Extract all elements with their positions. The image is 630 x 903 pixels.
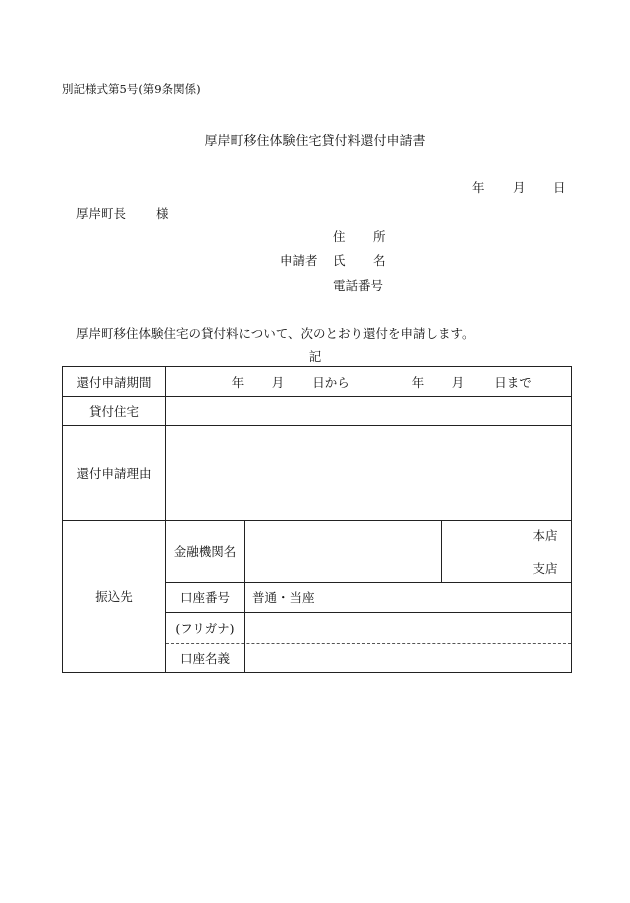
date-day-label: 日 (553, 180, 566, 195)
account-type-text: 普通・当座 (252, 590, 315, 605)
branch-main-label: 本店 (532, 528, 558, 543)
branch-sub-label: 支店 (532, 561, 558, 576)
house-label: 貸付住宅 (88, 403, 139, 419)
date-year-label: 年 (472, 180, 485, 195)
period-to-month: 月 (451, 374, 465, 390)
bank-name-label: 金融機関名 (173, 544, 237, 559)
period-to-year: 年 (411, 374, 425, 390)
name-label-char-1: 氏 (333, 253, 346, 268)
applicant-label: 申請者 (280, 253, 318, 268)
addressee-suffix: 様 (156, 206, 169, 221)
period-to-day: 日まで (494, 374, 532, 390)
phone-label: 電話番号 (333, 278, 384, 293)
furigana-label: (フリガナ) (175, 620, 235, 636)
ki-marker: 記 (308, 349, 322, 364)
transfer-label: 振込先 (95, 589, 133, 604)
column-divider-branch (441, 520, 442, 582)
period-from-month: 月 (271, 374, 285, 390)
account-number-label: 口座番号 (179, 590, 230, 605)
form-code: 別記様式第5号(第9条関係) (62, 82, 201, 96)
date-month-label: 月 (513, 180, 526, 195)
name-label-char-2: 名 (373, 253, 386, 268)
address-label-char-1: 住 (333, 229, 346, 244)
address-label-char-2: 所 (373, 229, 386, 244)
document-title: 厚岸町移住体験住宅貸付料還付申請書 (204, 134, 426, 149)
period-from-year: 年 (231, 374, 245, 390)
addressee-name: 厚岸町長 (76, 206, 127, 221)
application-statement: 厚岸町移住体験住宅の貸付料について、次のとおり還付を申請します。 (76, 326, 475, 341)
application-table (62, 366, 572, 673)
account-name-label: 口座名義 (179, 650, 230, 666)
period-label: 還付申請期間 (76, 374, 152, 390)
period-from-day: 日から (312, 374, 350, 390)
reason-label: 還付申請理由 (76, 465, 152, 481)
